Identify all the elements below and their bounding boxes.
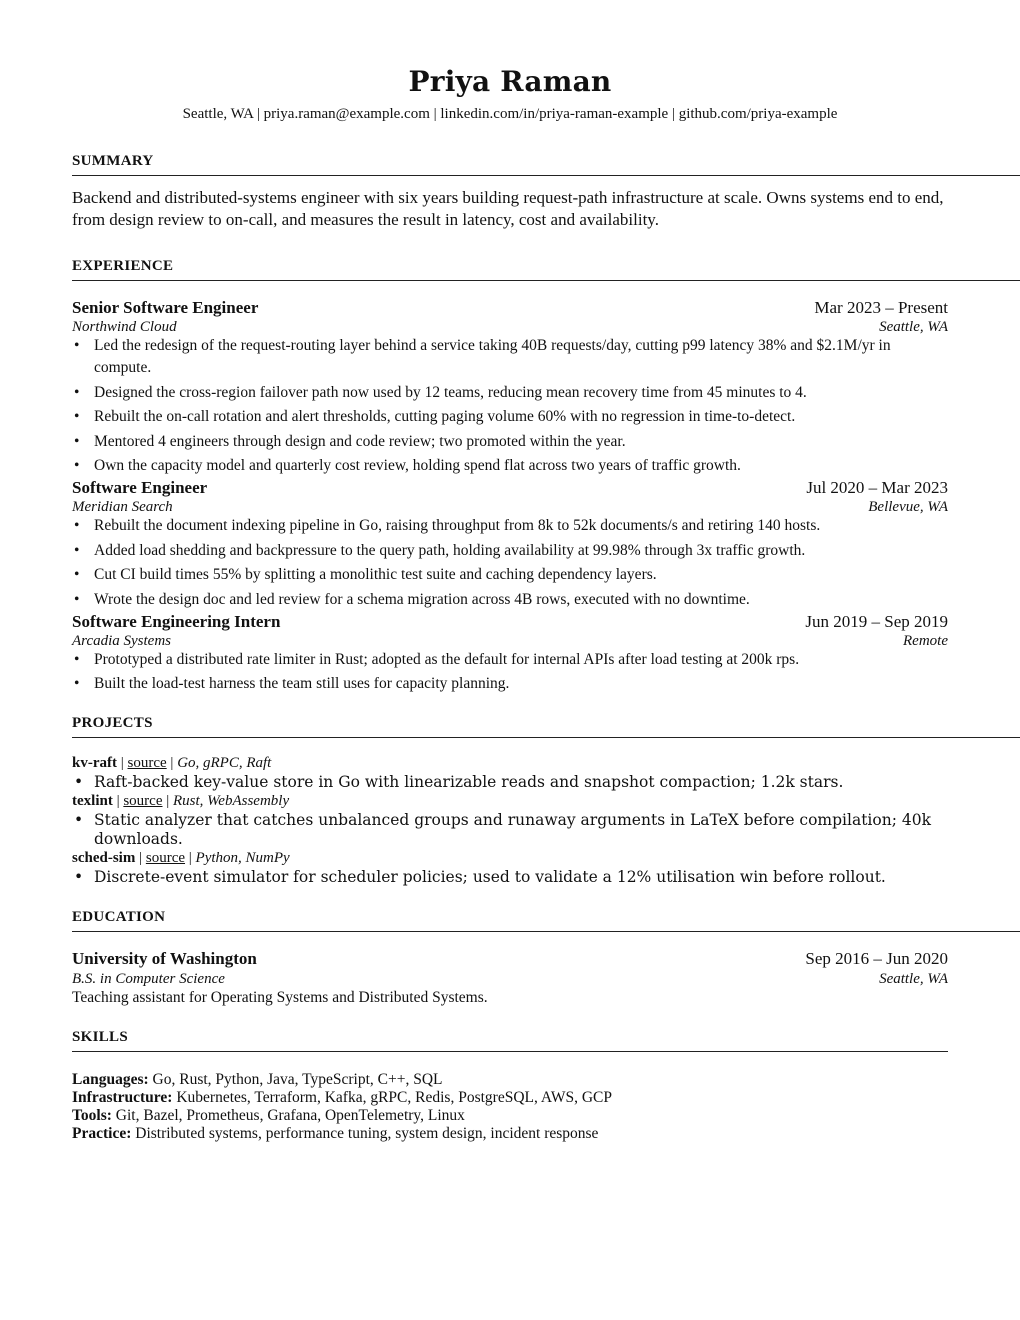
section-divider [72, 280, 1020, 281]
job-title: Software Engineering Intern [72, 611, 281, 631]
resume-header [72, 0, 948, 125]
education-dates: Sep 2016 – Jun 2020 [805, 949, 948, 968]
job-location: Seattle, WA [879, 319, 948, 335]
section-title-projects: PROJECTS [72, 715, 153, 731]
job-company: Meridian Search [72, 499, 173, 515]
contact-line: Seattle, WA | priya.raman@example.com | linkedin.com/in/priya-raman-example | github.com/priya-example [182, 106, 838, 122]
list-item: • Raft-backed key-value store in Go with linearizable reads and snapshot compaction; 1.2k stars. [72, 773, 948, 792]
job-title: Software Engineer [72, 478, 208, 497]
list-item: • Built the load-test harness the team still uses for capacity planning. [72, 673, 948, 695]
job-company: Northwind Cloud [72, 319, 177, 335]
skill-row [72, 1071, 948, 1089]
section-divider [72, 931, 1020, 932]
section-title-education: EDUCATION [72, 909, 166, 925]
skills-section [72, 1028, 948, 1143]
list-item: • Rebuilt the document indexing pipeline in Go, raising throughput from 8k to 52k documents/s and retiring 140 hosts. [72, 515, 948, 537]
education-entry [72, 948, 948, 1007]
job-location: Remote [903, 632, 948, 649]
skills-list [72, 1071, 948, 1143]
job-company: Arcadia Systems [72, 632, 172, 649]
resume-page [72, 0, 948, 1320]
projects-section [72, 714, 948, 887]
degree: B.S. in Computer Science [72, 971, 225, 987]
project-tech: Rust, WebAssembly [173, 793, 290, 809]
project-entry: texlint | source | Rust, WebAssembly • Static analyzer that catches unbalanced groups and runaway arguments in LaTeX before compilation; 40k downloads. [72, 792, 948, 849]
list-item: • Mentored 4 engineers through design and code review; two promoted within the year. [72, 431, 948, 453]
skill-value: Distributed systems, performance tuning, system design, incident response [135, 1125, 599, 1142]
job-dates: Mar 2023 – Present [814, 298, 948, 317]
list-item: • Wrote the design doc and led review for a schema migration across 4B rows, executed with no downtime. [72, 589, 948, 611]
section-title-skills: SKILLS [72, 1029, 128, 1045]
job-entry [72, 477, 948, 611]
summary-section [72, 152, 948, 231]
skill-value: Go, Rust, Python, Java, TypeScript, C++, SQL [152, 1071, 443, 1088]
job-title: Senior Software Engineer [72, 298, 259, 317]
school-name: University of Washington [72, 949, 257, 968]
job-dates: Jul 2020 – Mar 2023 [806, 478, 948, 497]
project-source-link[interactable]: source [127, 755, 167, 771]
skill-value: Kubernetes, Terraform, Kafka, gRPC, Redis, PostgreSQL, AWS, GCP [176, 1089, 612, 1106]
list-item: • Own the capacity model and quarterly cost review, holding spend flat across two years of traffic growth. [72, 455, 948, 477]
job-entry [72, 297, 948, 477]
project-source-link[interactable]: source [145, 850, 186, 866]
project-entry: kv-raft | source | Go, gRPC, Raft • Raft-backed key-value store in Go with linearizable reads and snapshot compaction; 1.2k stars. [72, 754, 948, 792]
job-dates: Jun 2019 – Sep 2019 [805, 611, 948, 631]
job-entry [72, 611, 948, 696]
education-section [72, 908, 948, 1007]
project-tech: Go, gRPC, Raft [177, 755, 272, 771]
section-divider [72, 1051, 948, 1052]
skill-row [72, 1125, 948, 1143]
candidate-name: Priya Raman [408, 65, 612, 98]
project-source-link[interactable]: source [123, 793, 163, 809]
section-title-summary: SUMMARY [72, 153, 154, 169]
skill-row [72, 1089, 948, 1107]
project-name: texlint [72, 793, 113, 809]
skill-label: Infrastructure: [72, 1089, 173, 1106]
list-item: • Prototyped a distributed rate limiter in Rust; adopted as the default for internal APIs after load testing at 200k rps. [72, 649, 948, 671]
project-tech: Python, NumPy [195, 850, 290, 866]
section-divider [72, 175, 1020, 176]
project-name: kv-raft [72, 755, 117, 771]
summary-text: Backend and distributed-systems engineer with six years building request-path infrastructure at scale. Owns systems end to end, from design review to on-call, and measures the result in latency, cost and availability. [72, 188, 944, 229]
education-note: Teaching assistant for Operating Systems and Distributed Systems. [72, 989, 488, 1006]
skill-label: Tools: [72, 1107, 112, 1124]
list-item: • Led the redesign of the request-routing layer behind a service taking 40B requests/day, cutting p99 latency 38% and $2.1M/yr in compute. [72, 335, 948, 379]
project-entry: sched-sim | source | Python, NumPy • Discrete-event simulator for scheduler policies; used to validate a 12% utilisation win before rollout. [72, 849, 948, 887]
skill-label: Languages: [72, 1071, 149, 1088]
job-location: Bellevue, WA [868, 499, 948, 515]
project-name: sched-sim [72, 850, 136, 866]
education-location: Seattle, WA [879, 971, 948, 987]
list-item: • Cut CI build times 55% by splitting a monolithic test suite and caching dependency layers. [72, 564, 948, 586]
skill-row [72, 1107, 948, 1125]
skill-label: Practice: [72, 1125, 132, 1142]
section-divider [72, 737, 1020, 738]
experience-section [72, 257, 948, 695]
section-title-experience: EXPERIENCE [72, 258, 174, 274]
list-item: • Added load shedding and backpressure to the query path, holding availability at 99.98% through 3x traffic growth. [72, 540, 948, 562]
job-bullets [72, 649, 948, 696]
list-item: • Discrete-event simulator for scheduler policies; used to validate a 12% utilisation win before rollout. [72, 868, 948, 887]
list-item: • Static analyzer that catches unbalanced groups and runaway arguments in LaTeX before compilation; 40k downloads. [72, 811, 948, 849]
job-bullets [72, 335, 948, 477]
job-bullets [72, 515, 948, 611]
skill-value: Git, Bazel, Prometheus, Grafana, OpenTelemetry, Linux [115, 1107, 465, 1124]
list-item: • Designed the cross-region failover path now used by 12 teams, reducing mean recovery time from 45 minutes to 4. [72, 382, 948, 404]
list-item: • Rebuilt the on-call rotation and alert thresholds, cutting paging volume 60% with no regression in time-to-detect. [72, 406, 948, 428]
